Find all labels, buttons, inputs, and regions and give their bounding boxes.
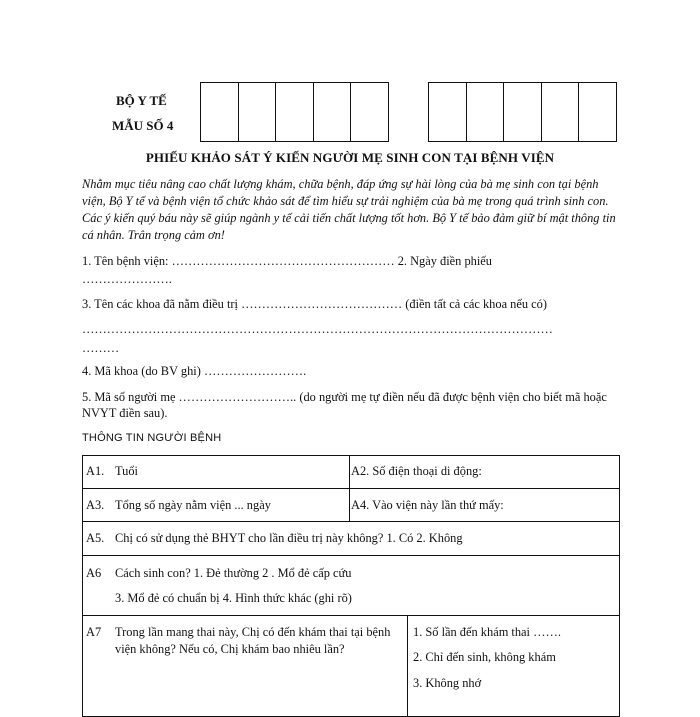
form-number: MẪU SỐ 4	[112, 118, 174, 133]
field-departments[interactable]: 3. Tên các khoa đã nằm điều trị ………………………………… (điền tất cả các khoa nếu có)	[82, 297, 547, 311]
table-row-a5	[83, 521, 619, 555]
code-box[interactable]	[350, 83, 388, 141]
a1-age-label[interactable]: Tuổi	[115, 464, 138, 478]
section-title: THÔNG TIN NGƯỜI BỆNH	[82, 432, 222, 444]
a6-birth-method-line2[interactable]: 3. Mổ đẻ có chuẩn bị 4. Hình thức khác (ghi rõ)	[115, 591, 352, 605]
a5-insurance-question[interactable]: Chị có sử dụng thẻ BHYT cho lần điều trị này không? 1. Có 2. Không	[115, 531, 463, 545]
a3-days-label[interactable]: Tổng số ngày nằm viện ... ngày	[115, 498, 271, 512]
code-box[interactable]	[466, 83, 504, 141]
field-departments-line3[interactable]: ………	[82, 341, 120, 355]
code-box[interactable]	[275, 83, 313, 141]
field-hospital-name[interactable]: 1. Tên bệnh viện: ……………………………………………… 2. Ngày điền phiếu	[82, 254, 492, 268]
code-box[interactable]	[429, 83, 466, 141]
a3-code: A3.	[86, 498, 105, 512]
a7-code: A7	[86, 625, 102, 639]
a7-option-1[interactable]: 1. Số lần đến khám thai …….	[413, 625, 561, 639]
field-departments-line2[interactable]: ……………………………………………………………………………………………………	[82, 322, 553, 336]
a7-prenatal-question: Trong lần mang thai này, Chị có đến khám thai tại bệnh viện không? Nếu có, Chị khám bao nhiêu lần?	[115, 625, 391, 656]
field-department-code[interactable]: 4. Mã khoa (do BV ghi) …………………….	[82, 364, 307, 378]
org-name: BỘ Y TẾ	[116, 93, 167, 108]
code-box[interactable]	[503, 83, 541, 141]
a6-birth-method-line1[interactable]: Cách sinh con? 1. Đẻ thường 2 . Mổ đẻ cấp cứu	[115, 566, 352, 580]
form-title: PHIẾU KHẢO SÁT Ý KIẾN NGƯỜI MẸ SINH CON TẠI BỆNH VIỆN	[145, 150, 555, 165]
a7-option-3[interactable]: 3. Không nhớ	[413, 676, 482, 690]
a1-code: A1.	[86, 464, 105, 478]
code-box[interactable]	[238, 83, 276, 141]
a7-option-2[interactable]: 2. Chỉ đến sinh, không khám	[413, 650, 556, 664]
code-boxes-right[interactable]	[428, 82, 617, 142]
code-box[interactable]	[541, 83, 579, 141]
intro-text: Nhằm mục tiêu nâng cao chất lượng khám, chữa bệnh, đáp ứng sự hài lòng của bà mẹ sinh con tại bệnh viện, Bộ Y tế và bệnh viện tổ chức khảo sát để tìm hiểu sự trải nghiệm của bà mẹ trong quá trình sinh con. Các ý kiến quý báu này sẽ giúp ngành y tế cải tiến chất lượng tốt hơn. Bộ Y tế bảo đảm giữ bí mật thông tin cá nhân. Trân trọng cảm ơn!	[82, 177, 616, 242]
a4-visit-label[interactable]: A4. Vào viện này lần thứ mấy:	[351, 498, 504, 512]
table-row-a3-a4	[83, 488, 619, 521]
code-box[interactable]	[578, 83, 616, 141]
table-row-a7	[83, 615, 619, 716]
code-boxes-left[interactable]	[200, 82, 389, 142]
a2-phone-label[interactable]: A2. Số điện thoại di động:	[351, 464, 482, 478]
field-mother-id[interactable]: 5. Mã số người mẹ ……………………….. (do người mẹ tự điền nếu đã được bệnh viện cho biết mã hoặc NVYT điền sau).	[82, 390, 607, 420]
a6-code: A6	[86, 566, 102, 580]
table-row-a1-a2	[83, 456, 619, 488]
code-box[interactable]	[313, 83, 351, 141]
table-row-a6	[83, 555, 619, 615]
a5-code: A5.	[86, 531, 105, 545]
code-box[interactable]	[201, 83, 238, 141]
field-date-filled[interactable]: ………………….	[82, 272, 172, 286]
patient-info-table	[82, 455, 620, 717]
